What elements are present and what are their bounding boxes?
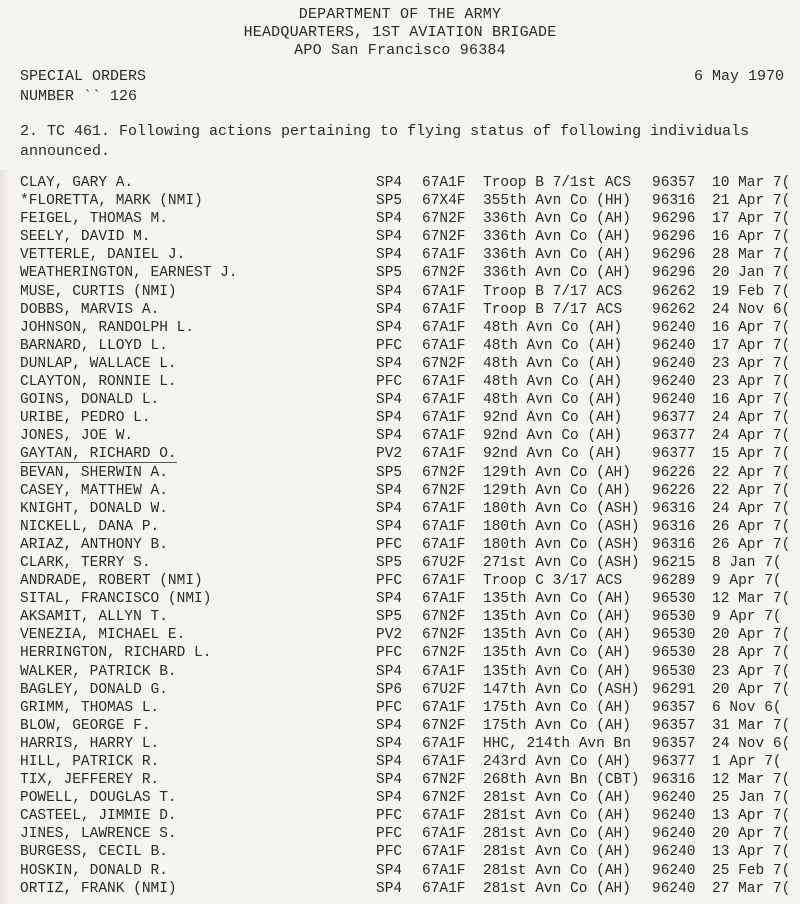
personnel-row xyxy=(0,573,800,591)
personnel-row xyxy=(0,247,800,265)
personnel-apo: 96240 xyxy=(652,355,696,372)
personnel-grade: PFC xyxy=(376,645,403,662)
personnel-unit: 281st Avn Co (AH) xyxy=(483,880,631,897)
header-department: DEPARTMENT OF THE ARMY xyxy=(298,6,502,23)
personnel-grade: SP4 xyxy=(376,500,403,517)
personnel-grade: PFC xyxy=(376,699,403,716)
personnel-date: 6 Nov 6( xyxy=(712,699,782,716)
personnel-name: *FLORETTA, MARK (NMI) xyxy=(20,193,203,210)
personnel-grade: SP5 xyxy=(376,265,403,282)
personnel-row xyxy=(0,627,800,645)
personnel-apo: 96316 xyxy=(652,536,696,553)
personnel-mos: 67N2F xyxy=(422,790,466,807)
personnel-date: 25 Jan 7( xyxy=(712,790,791,807)
personnel-date: 27 Mar 7( xyxy=(712,880,791,897)
personnel-apo: 96377 xyxy=(652,410,696,427)
personnel-unit: 268th Avn Bn (CBT) xyxy=(483,772,640,789)
personnel-grade: SP4 xyxy=(376,772,403,789)
personnel-mos: 67U2F xyxy=(422,681,466,698)
personnel-unit: 135th Avn Co (AH) xyxy=(483,609,631,626)
personnel-name: ORTIZ, FRANK (NMI) xyxy=(20,880,177,897)
personnel-date: 13 Apr 7( xyxy=(712,844,791,861)
personnel-unit: 281st Avn Co (AH) xyxy=(483,862,631,879)
personnel-unit: 336th Avn Co (AH) xyxy=(483,247,631,264)
personnel-row xyxy=(0,265,800,283)
personnel-row xyxy=(0,483,800,501)
personnel-unit: 129th Avn Co (AH) xyxy=(483,464,631,481)
personnel-date: 28 Mar 7( xyxy=(712,247,791,264)
personnel-apo: 96226 xyxy=(652,464,696,481)
personnel-name: AKSAMIT, ALLYN T. xyxy=(20,609,168,626)
personnel-name: BARNARD, LLOYD L. xyxy=(20,337,168,354)
personnel-grade: SP4 xyxy=(376,319,403,336)
personnel-date: 24 Apr 7( xyxy=(712,428,791,445)
personnel-apo: 96296 xyxy=(652,211,696,228)
personnel-name: GAYTAN, RICHARD O. xyxy=(20,446,177,463)
personnel-mos: 67A1F xyxy=(422,175,466,191)
personnel-mos: 67A1F xyxy=(422,862,466,879)
personnel-grade: SP4 xyxy=(376,790,403,807)
personnel-unit: 336th Avn Co (AH) xyxy=(483,229,631,246)
personnel-row xyxy=(0,664,800,682)
personnel-unit: 48th Avn Co (AH) xyxy=(483,337,623,354)
personnel-mos: 67A1F xyxy=(422,663,466,680)
personnel-apo: 96530 xyxy=(652,609,696,626)
personnel-row xyxy=(0,465,800,483)
personnel-unit: 135th Avn Co (AH) xyxy=(483,627,631,644)
personnel-apo: 96357 xyxy=(652,175,696,191)
personnel-mos: 67A1F xyxy=(422,880,466,897)
personnel-apo: 96240 xyxy=(652,844,696,861)
personnel-apo: 96377 xyxy=(652,428,696,445)
personnel-apo: 96240 xyxy=(652,337,696,354)
personnel-name: ANDRADE, ROBERT (NMI) xyxy=(20,573,203,590)
personnel-grade: SP4 xyxy=(376,301,403,318)
personnel-grade: SP5 xyxy=(376,464,403,481)
header-apo: APO San Francisco 96384 xyxy=(294,42,506,59)
personnel-name: WEATHERINGTON, EARNEST J. xyxy=(20,265,238,282)
personnel-date: 17 Apr 7( xyxy=(712,211,791,228)
personnel-name: DUNLAP, WALLACE L. xyxy=(20,355,177,372)
personnel-row xyxy=(0,555,800,573)
personnel-row xyxy=(0,772,800,790)
personnel-date: 22 Apr 7( xyxy=(712,464,791,481)
order-number: NUMBER `` 126 xyxy=(20,88,138,105)
personnel-date: 8 Jan 7( xyxy=(712,554,782,571)
personnel-grade: SP4 xyxy=(376,410,403,427)
personnel-date: 26 Apr 7( xyxy=(712,518,791,535)
personnel-name: HARRIS, HARRY L. xyxy=(20,735,160,752)
personnel-row xyxy=(0,302,800,320)
personnel-unit: 147th Avn Co (ASH) xyxy=(483,681,640,698)
personnel-apo: 96316 xyxy=(652,500,696,517)
personnel-row xyxy=(0,754,800,772)
personnel-unit: 92nd Avn Co (AH) xyxy=(483,410,623,427)
personnel-row xyxy=(0,700,800,718)
personnel-date: 10 Mar 7( xyxy=(712,175,791,191)
personnel-apo: 96291 xyxy=(652,681,696,698)
personnel-date: 12 Mar 7( xyxy=(712,772,791,789)
personnel-grade: PFC xyxy=(376,337,403,354)
personnel-row xyxy=(0,645,800,663)
personnel-name: JINES, LAWRENCE S. xyxy=(20,826,177,843)
personnel-unit: 175th Avn Co (AH) xyxy=(483,699,631,716)
personnel-apo: 96377 xyxy=(652,754,696,770)
personnel-apo: 96240 xyxy=(652,862,696,879)
personnel-grade: SP4 xyxy=(376,880,403,897)
personnel-date: 24 Apr 7( xyxy=(712,500,791,517)
personnel-row xyxy=(0,229,800,247)
personnel-grade: PFC xyxy=(376,826,403,843)
personnel-date: 9 Apr 7( xyxy=(712,573,782,590)
personnel-unit: 336th Avn Co (AH) xyxy=(483,265,631,282)
personnel-name: KNIGHT, DONALD W. xyxy=(20,500,168,517)
personnel-mos: 67A1F xyxy=(422,283,466,300)
personnel-name: JOHNSON, RANDOLPH L. xyxy=(20,319,195,336)
personnel-date: 20 Apr 7( xyxy=(712,627,791,644)
personnel-roster xyxy=(0,175,800,899)
personnel-mos: 67N2F xyxy=(422,609,466,626)
personnel-apo: 96316 xyxy=(652,193,696,210)
personnel-unit: 180th Avn Co (ASH) xyxy=(483,518,640,535)
personnel-unit: Troop B 7/17 ACS xyxy=(483,301,623,318)
personnel-name: HOSKIN, DONALD R. xyxy=(20,862,168,879)
personnel-unit: Troop B 7/1st ACS xyxy=(483,175,631,191)
personnel-grade: SP4 xyxy=(376,175,403,191)
personnel-mos: 67A1F xyxy=(422,844,466,861)
personnel-grade: SP4 xyxy=(376,735,403,752)
personnel-name: HILL, PATRICK R. xyxy=(20,754,160,770)
special-orders-label: SPECIAL ORDERS xyxy=(20,68,147,85)
personnel-unit: 355th Avn Co (HH) xyxy=(483,193,631,210)
personnel-apo: 96240 xyxy=(652,808,696,825)
personnel-row xyxy=(0,609,800,627)
personnel-unit: 48th Avn Co (AH) xyxy=(483,355,623,372)
personnel-mos: 67A1F xyxy=(422,410,466,427)
personnel-grade: SP4 xyxy=(376,518,403,535)
personnel-unit: 48th Avn Co (AH) xyxy=(483,392,623,409)
personnel-date: 24 Nov 6( xyxy=(712,735,791,752)
personnel-row xyxy=(0,446,800,464)
personnel-name: JONES, JOE W. xyxy=(20,428,134,445)
personnel-mos: 67N2F xyxy=(422,229,466,246)
header-headquarters: HEADQUARTERS, 1ST AVIATION BRIGADE xyxy=(243,24,557,41)
personnel-grade: SP5 xyxy=(376,193,403,210)
personnel-date: 17 Apr 7( xyxy=(712,337,791,354)
personnel-mos: 67A1F xyxy=(422,754,466,770)
personnel-apo: 96357 xyxy=(652,699,696,716)
personnel-grade: PFC xyxy=(376,573,403,590)
personnel-name: SEELY, DAVID M. xyxy=(20,229,151,246)
personnel-mos: 67U2F xyxy=(422,554,466,571)
personnel-unit: 48th Avn Co (AH) xyxy=(483,374,623,391)
personnel-grade: SP4 xyxy=(376,862,403,879)
personnel-name: CLAY, GARY A. xyxy=(20,175,134,191)
personnel-date: 26 Apr 7( xyxy=(712,536,791,553)
personnel-date: 16 Apr 7( xyxy=(712,392,791,409)
personnel-grade: SP4 xyxy=(376,428,403,445)
personnel-row xyxy=(0,284,800,302)
personnel-grade: SP4 xyxy=(376,283,403,300)
personnel-grade: SP4 xyxy=(376,355,403,372)
personnel-row xyxy=(0,826,800,844)
personnel-apo: 96377 xyxy=(652,446,696,463)
personnel-apo: 96296 xyxy=(652,265,696,282)
personnel-unit: 271st Avn Co (ASH) xyxy=(483,554,640,571)
personnel-mos: 67A1F xyxy=(422,699,466,716)
personnel-name: GOINS, DONALD L. xyxy=(20,392,160,409)
personnel-row xyxy=(0,501,800,519)
personnel-row xyxy=(0,338,800,356)
personnel-date: 22 Apr 7( xyxy=(712,482,791,499)
personnel-name: GRIMM, THOMAS L. xyxy=(20,699,160,716)
personnel-row xyxy=(0,808,800,826)
personnel-name: MUSE, CURTIS (NMI) xyxy=(20,283,177,300)
personnel-mos: 67A1F xyxy=(422,536,466,553)
personnel-unit: 175th Avn Co (AH) xyxy=(483,717,631,734)
personnel-grade: SP4 xyxy=(376,229,403,246)
personnel-mos: 67A1F xyxy=(422,247,466,264)
personnel-name: TIX, JEFFEREY R. xyxy=(20,772,160,789)
personnel-grade: SP4 xyxy=(376,754,403,770)
personnel-apo: 96357 xyxy=(652,735,696,752)
personnel-grade: PV2 xyxy=(376,627,403,644)
personnel-row xyxy=(0,392,800,410)
personnel-apo: 96530 xyxy=(652,645,696,662)
order-date: 6 May 1970 xyxy=(693,68,784,85)
personnel-row xyxy=(0,211,800,229)
personnel-name: BURGESS, CECIL B. xyxy=(20,844,168,861)
personnel-date: 24 Nov 6( xyxy=(712,301,791,318)
personnel-date: 23 Apr 7( xyxy=(712,355,791,372)
personnel-apo: 96530 xyxy=(652,663,696,680)
personnel-date: 28 Apr 7( xyxy=(712,645,791,662)
personnel-mos: 67A1F xyxy=(422,826,466,843)
personnel-apo: 96530 xyxy=(652,591,696,608)
personnel-apo: 96226 xyxy=(652,482,696,499)
personnel-apo: 96316 xyxy=(652,772,696,789)
personnel-grade: SP4 xyxy=(376,591,403,608)
personnel-name: CASEY, MATTHEW A. xyxy=(20,482,168,499)
personnel-unit: 135th Avn Co (AH) xyxy=(483,645,631,662)
personnel-name: BEVAN, SHERWIN A. xyxy=(20,464,168,481)
personnel-apo: 96296 xyxy=(652,247,696,264)
personnel-date: 9 Apr 7( xyxy=(712,609,782,626)
personnel-name: NICKELL, DANA P. xyxy=(20,518,160,535)
personnel-mos: 67A1F xyxy=(422,808,466,825)
personnel-row xyxy=(0,881,800,899)
personnel-mos: 67N2F xyxy=(422,627,466,644)
personnel-unit: HHC, 214th Avn Bn xyxy=(483,735,631,752)
personnel-date: 20 Apr 7( xyxy=(712,826,791,843)
personnel-unit: Troop B 7/17 ACS xyxy=(483,283,623,300)
personnel-row xyxy=(0,718,800,736)
personnel-apo: 96316 xyxy=(652,518,696,535)
personnel-date: 20 Apr 7( xyxy=(712,681,791,698)
personnel-name: FEIGEL, THOMAS M. xyxy=(20,211,168,228)
personnel-mos: 67N2F xyxy=(422,717,466,734)
personnel-name: VENEZIA, MICHAEL E. xyxy=(20,627,186,644)
personnel-unit: 92nd Avn Co (AH) xyxy=(483,446,623,463)
personnel-grade: PV2 xyxy=(376,446,403,463)
personnel-row xyxy=(0,175,800,193)
personnel-row xyxy=(0,537,800,555)
personnel-grade: SP4 xyxy=(376,211,403,228)
personnel-grade: SP4 xyxy=(376,392,403,409)
personnel-unit: 281st Avn Co (AH) xyxy=(483,844,631,861)
personnel-unit: 180th Avn Co (ASH) xyxy=(483,500,640,517)
personnel-date: 23 Apr 7( xyxy=(712,374,791,391)
paragraph-text: 2. TC 461. Following actions pertaining to flying status of following individuals announced. xyxy=(20,123,750,160)
personnel-row xyxy=(0,320,800,338)
personnel-mos: 67A1F xyxy=(422,337,466,354)
personnel-unit: 92nd Avn Co (AH) xyxy=(483,428,623,445)
personnel-unit: 48th Avn Co (AH) xyxy=(483,319,623,336)
personnel-apo: 96240 xyxy=(652,374,696,391)
personnel-apo: 96289 xyxy=(652,573,696,590)
personnel-mos: 67A1F xyxy=(422,319,466,336)
personnel-unit: 135th Avn Co (AH) xyxy=(483,663,631,680)
personnel-mos: 67A1F xyxy=(422,392,466,409)
personnel-unit: 180th Avn Co (ASH) xyxy=(483,536,640,553)
personnel-row xyxy=(0,591,800,609)
personnel-name: VETTERLE, DANIEL J. xyxy=(20,247,186,264)
personnel-grade: PFC xyxy=(376,808,403,825)
personnel-mos: 67N2F xyxy=(422,772,466,789)
personnel-row xyxy=(0,193,800,211)
personnel-name: POWELL, DOUGLAS T. xyxy=(20,790,177,807)
personnel-date: 12 Mar 7( xyxy=(712,591,791,608)
personnel-mos: 67A1F xyxy=(422,428,466,445)
personnel-grade: SP6 xyxy=(376,681,403,698)
personnel-grade: SP4 xyxy=(376,247,403,264)
personnel-name: BLOW, GEORGE F. xyxy=(20,717,151,734)
personnel-date: 31 Mar 7( xyxy=(712,717,791,734)
personnel-row xyxy=(0,736,800,754)
personnel-date: 23 Apr 7( xyxy=(712,663,791,680)
personnel-apo: 96262 xyxy=(652,283,696,300)
personnel-apo: 96530 xyxy=(652,627,696,644)
personnel-date: 25 Feb 7( xyxy=(712,862,791,879)
personnel-mos: 67N2F xyxy=(422,355,466,372)
personnel-mos: 67A1F xyxy=(422,518,466,535)
personnel-name: DOBBS, MARVIS A. xyxy=(20,301,160,318)
personnel-row xyxy=(0,356,800,374)
personnel-apo: 96262 xyxy=(652,301,696,318)
personnel-date: 21 Apr 7( xyxy=(712,193,791,210)
personnel-row xyxy=(0,682,800,700)
personnel-unit: 243rd Avn Co (AH) xyxy=(483,754,631,770)
personnel-mos: 67A1F xyxy=(422,500,466,517)
personnel-mos: 67A1F xyxy=(422,301,466,318)
personnel-date: 20 Jan 7( xyxy=(712,265,791,282)
personnel-grade: SP4 xyxy=(376,717,403,734)
personnel-date: 19 Feb 7( xyxy=(712,283,791,300)
personnel-apo: 96240 xyxy=(652,319,696,336)
personnel-name: CLARK, TERRY S. xyxy=(20,554,151,571)
personnel-date: 16 Apr 7( xyxy=(712,319,791,336)
personnel-mos: 67A1F xyxy=(422,573,466,590)
personnel-unit: Troop C 3/17 ACS xyxy=(483,573,623,590)
personnel-row xyxy=(0,863,800,881)
personnel-unit: 281st Avn Co (AH) xyxy=(483,826,631,843)
personnel-mos: 67A1F xyxy=(422,374,466,391)
personnel-mos: 67X4F xyxy=(422,193,466,210)
personnel-grade: PFC xyxy=(376,536,403,553)
personnel-row xyxy=(0,374,800,392)
personnel-date: 16 Apr 7( xyxy=(712,229,791,246)
personnel-unit: 129th Avn Co (AH) xyxy=(483,482,631,499)
personnel-unit: 336th Avn Co (AH) xyxy=(483,211,631,228)
personnel-grade: SP4 xyxy=(376,663,403,680)
personnel-name: HERRINGTON, RICHARD L. xyxy=(20,645,212,662)
personnel-grade: SP4 xyxy=(376,482,403,499)
personnel-date: 15 Apr 7( xyxy=(712,446,791,463)
personnel-mos: 67A1F xyxy=(422,446,466,463)
personnel-date: 13 Apr 7( xyxy=(712,808,791,825)
personnel-name: WALKER, PATRICK B. xyxy=(20,663,177,680)
personnel-name: SITAL, FRANCISCO (NMI) xyxy=(20,591,212,608)
personnel-row xyxy=(0,844,800,862)
personnel-apo: 96240 xyxy=(652,880,696,897)
personnel-date: 1 Apr 7( xyxy=(712,754,782,770)
personnel-apo: 96240 xyxy=(652,826,696,843)
personnel-apo: 96357 xyxy=(652,717,696,734)
personnel-apo: 96240 xyxy=(652,392,696,409)
personnel-grade: SP5 xyxy=(376,554,403,571)
personnel-name: URIBE, PEDRO L. xyxy=(20,410,151,427)
personnel-name: CASTEEL, JIMMIE D. xyxy=(20,808,177,825)
personnel-name: ARIAZ, ANTHONY B. xyxy=(20,536,168,553)
personnel-date: 24 Apr 7( xyxy=(712,410,791,427)
personnel-row xyxy=(0,410,800,428)
personnel-apo: 96296 xyxy=(652,229,696,246)
personnel-row xyxy=(0,428,800,446)
personnel-grade: PFC xyxy=(376,844,403,861)
personnel-grade: SP5 xyxy=(376,609,403,626)
personnel-mos: 67A1F xyxy=(422,735,466,752)
personnel-row xyxy=(0,519,800,537)
personnel-mos: 67N2F xyxy=(422,482,466,499)
personnel-unit: 135th Avn Co (AH) xyxy=(483,591,631,608)
personnel-mos: 67N2F xyxy=(422,265,466,282)
personnel-grade: PFC xyxy=(376,374,403,391)
personnel-name: CLAYTON, RONNIE L. xyxy=(20,374,177,391)
personnel-apo: 96215 xyxy=(652,554,696,571)
personnel-unit: 281st Avn Co (AH) xyxy=(483,808,631,825)
personnel-unit: 281st Avn Co (AH) xyxy=(483,790,631,807)
personnel-name: BAGLEY, DONALD G. xyxy=(20,681,168,698)
personnel-mos: 67N2F xyxy=(422,211,466,228)
personnel-row xyxy=(0,790,800,808)
personnel-mos: 67N2F xyxy=(422,464,466,481)
personnel-mos: 67A1F xyxy=(422,591,466,608)
personnel-apo: 96240 xyxy=(652,790,696,807)
personnel-mos: 67N2F xyxy=(422,645,466,662)
